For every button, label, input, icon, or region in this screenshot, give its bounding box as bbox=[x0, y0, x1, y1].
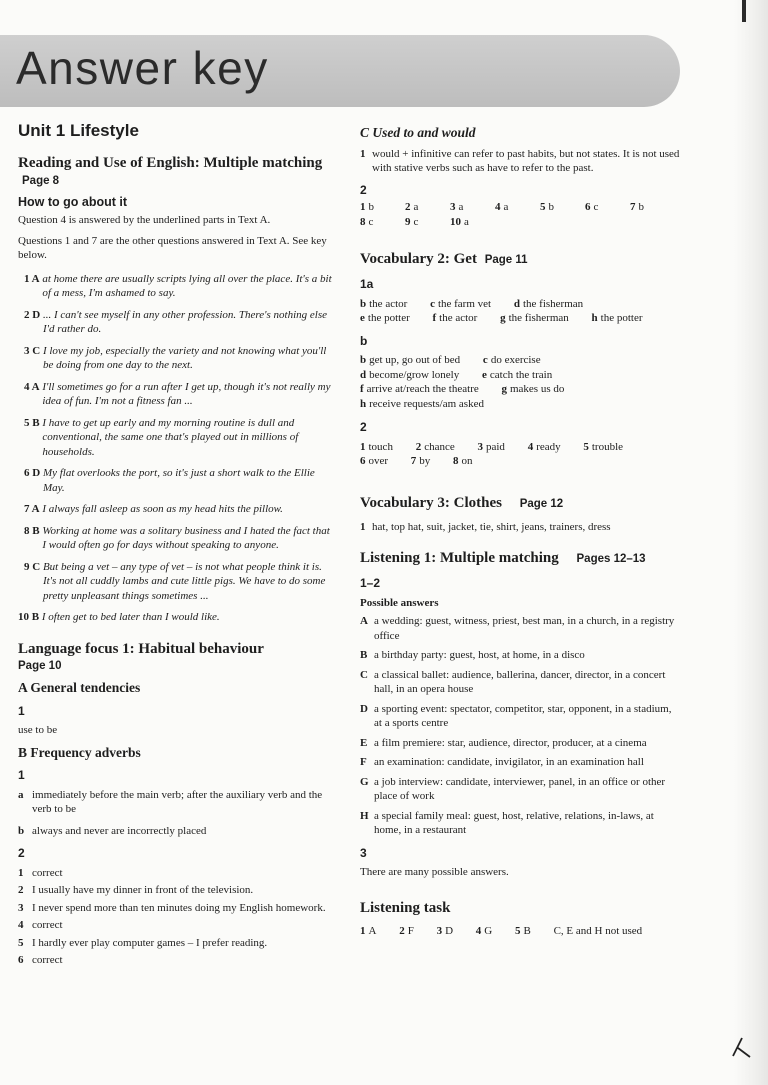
vocab3-page-ref: Page 12 bbox=[519, 497, 564, 510]
item-text: I usually have my dinner in front of the television. bbox=[32, 884, 254, 896]
question-number: 2 bbox=[360, 182, 367, 197]
answer-quote: at home there are usually scripts lying all over the place. It's a bit of a mess, I'm ashamed to say. bbox=[42, 272, 332, 299]
item-text: touch bbox=[368, 440, 393, 453]
item-label: E bbox=[360, 736, 368, 749]
general-tendencies-heading: A General tendencies bbox=[18, 680, 141, 695]
answer-quote: I often get to bed later than I would like. bbox=[41, 611, 220, 623]
answer-quote: I have to get up early and my morning routine is dull and conventional, the same one that's played out in millions of households. bbox=[42, 416, 299, 458]
answer-number: 3 bbox=[450, 201, 456, 213]
vocab2-b-row bbox=[360, 353, 680, 368]
item-text: by bbox=[419, 455, 431, 467]
item-text: an examination: candidate, invigilator, in an examination hall bbox=[374, 756, 644, 768]
question-number: 1a bbox=[360, 277, 374, 291]
answer-letter: b bbox=[368, 201, 374, 213]
vocab2-b-row bbox=[360, 382, 680, 397]
right-column bbox=[360, 122, 680, 938]
item-text: a job interview: candidate, interviewer, panel, in an office or other place of work bbox=[374, 775, 666, 802]
item-label: 6 bbox=[18, 954, 24, 966]
item-label: 7 bbox=[410, 455, 417, 467]
item-text: a sporting event: spectator, competitor, star, opponent, in a stadium, at a sports centre bbox=[374, 702, 672, 729]
vocab2-1a-row bbox=[360, 311, 680, 326]
item-label: C bbox=[360, 668, 368, 681]
vocab3-title-text: Vocabulary 3: Clothes bbox=[360, 494, 502, 511]
item-text: do exercise bbox=[490, 354, 541, 366]
item-text: I never spend more than ten minutes doing my English homework. bbox=[32, 901, 326, 914]
answer-quote: I always fall asleep as soon as my head hits the pillow. bbox=[42, 503, 283, 515]
how-to-paragraph-2: Questions 1 and 7 are the other questions answered in Text A. See key below. bbox=[18, 234, 327, 261]
item-text: makes us do bbox=[509, 383, 565, 395]
frequency-adverbs-heading: B Frequency adverbs bbox=[18, 744, 141, 760]
answer-key-banner bbox=[0, 35, 680, 107]
answer-number: 9 bbox=[405, 215, 411, 228]
answer-letter: c bbox=[413, 215, 419, 228]
answer-quote: ... I can't see myself in any other profession. There's nothing else I'd rather do. bbox=[42, 308, 327, 335]
answer-quote: Working at home was a solitary business and I hated the fact that I would often go for days without speaking to anyone. bbox=[42, 524, 330, 551]
item-label: 6 bbox=[360, 455, 366, 467]
item-label: 4 bbox=[527, 440, 534, 453]
item-label: f bbox=[432, 312, 437, 324]
item-label: 3 bbox=[477, 440, 483, 453]
vocab2-b-row bbox=[360, 397, 680, 412]
item-label: b bbox=[360, 354, 367, 366]
item-text: immediately before the main verb; after the auxiliary verb and the verb to be bbox=[32, 788, 323, 815]
item-label: d bbox=[513, 297, 520, 310]
general-tendencies-answer: use to be bbox=[18, 724, 58, 736]
item-text: correct bbox=[32, 919, 63, 931]
item-text: chance bbox=[424, 440, 455, 453]
item-text: become/grow lonely bbox=[369, 368, 460, 381]
listening-task-note: C, E and H not used bbox=[553, 924, 643, 937]
answer-label: 7 A bbox=[24, 503, 40, 515]
question-number: b bbox=[360, 333, 368, 348]
left-column bbox=[18, 122, 334, 971]
pen-mark-icon bbox=[730, 1030, 754, 1060]
item-label: g bbox=[501, 383, 507, 395]
question-range: 1–2 bbox=[360, 576, 381, 590]
answer-letter: c bbox=[368, 215, 374, 228]
item-label: 1 bbox=[360, 520, 366, 533]
answer-letter: a bbox=[458, 201, 464, 213]
item-label: 2 bbox=[415, 440, 422, 453]
vocab2-1a-row bbox=[360, 297, 680, 312]
answer-number: 4 bbox=[475, 924, 482, 937]
answer-number: 5 bbox=[540, 201, 546, 213]
item-text: the fisherman bbox=[522, 297, 584, 310]
answer-number: 4 bbox=[495, 201, 501, 213]
answer-letter: b bbox=[638, 201, 644, 213]
question-number: 1 bbox=[18, 703, 25, 718]
answer-number: 3 bbox=[436, 924, 443, 937]
item-label: h bbox=[360, 397, 367, 410]
answer-letter: F bbox=[407, 924, 414, 937]
answer-label: 2 D bbox=[24, 308, 41, 321]
item-label: c bbox=[430, 297, 435, 310]
item-label: a bbox=[18, 788, 24, 801]
item-text: a wedding: guest, witness, priest, best man, in a church, in a registry office bbox=[374, 615, 675, 642]
item-label: g bbox=[500, 312, 506, 324]
vocab2-b-row bbox=[360, 368, 680, 383]
vocab2-page-ref: Page 11 bbox=[484, 254, 528, 266]
vocab2-2-row bbox=[360, 454, 680, 469]
language-focus-page: Page 10 bbox=[18, 659, 62, 672]
item-text: ready bbox=[536, 440, 561, 453]
answer-quote: But being a vet – any type of vet – is not what people think it is. It's not all cuddly lambs and cute little pigs. We have to do some pretty unpleasant things sometimes ... bbox=[42, 560, 326, 602]
possible-answers-heading: Possible answers bbox=[360, 596, 439, 609]
item-label: 2 bbox=[18, 884, 24, 896]
reading-answers-list bbox=[18, 272, 334, 625]
answer-letter: a bbox=[503, 201, 509, 213]
answer-label: 8 B bbox=[24, 524, 40, 537]
listening1-page-ref: Pages 12–13 bbox=[576, 553, 646, 565]
answer-number: 1 bbox=[360, 201, 366, 213]
answer-label: 5 B bbox=[24, 416, 40, 429]
item-label: 3 bbox=[18, 901, 24, 914]
item-text: catch the train bbox=[489, 368, 553, 381]
answer-quote: I love my job, especially the variety and not knowing what you'll be doing from one day to the next. bbox=[42, 344, 327, 371]
unit-title: Unit 1 Lifestyle bbox=[18, 121, 139, 140]
answer-quote: I'll sometimes go for a run after I get up, though it's not really my idea of fun. I'm not a fitness fan ... bbox=[42, 380, 331, 407]
answer-letter: D bbox=[445, 924, 454, 937]
question-number: 1 bbox=[18, 768, 25, 782]
vocabulary-2-title bbox=[360, 251, 680, 269]
reading-section-title bbox=[18, 155, 334, 190]
listening1-title-text: Listening 1: Multiple matching bbox=[360, 550, 559, 566]
listening-task-answers bbox=[360, 924, 680, 939]
item-text: correct bbox=[32, 954, 63, 966]
answer-label: 10 B bbox=[18, 611, 40, 623]
item-label: H bbox=[360, 809, 369, 822]
answer-letter: a bbox=[413, 201, 419, 213]
item-label: F bbox=[360, 756, 367, 768]
answer-letter: c bbox=[593, 201, 599, 213]
answer-quote: My flat overlooks the port, so it's just a short walk to the Ellie May. bbox=[42, 467, 315, 494]
item-label: f bbox=[360, 383, 364, 395]
answer-label: 3 C bbox=[24, 344, 41, 357]
item-label: c bbox=[482, 354, 488, 366]
how-to-paragraph-1: Question 4 is answered by the underlined parts in Text A. bbox=[18, 214, 271, 226]
vocab2-2-row bbox=[360, 440, 680, 455]
page-edge-mark bbox=[742, 0, 746, 22]
answer-number: 1 bbox=[360, 924, 366, 937]
question-number: 3 bbox=[360, 845, 367, 860]
item-text: the farm vet bbox=[437, 297, 492, 310]
answer-label: 1 A bbox=[24, 272, 40, 285]
item-text: I hardly ever play computer games – I prefer reading. bbox=[32, 936, 268, 949]
item-label: G bbox=[360, 775, 369, 788]
listening-1-title bbox=[360, 550, 680, 568]
item-text: receive requests/am asked bbox=[369, 397, 484, 410]
vocab2-title-text: Vocabulary 2: Get bbox=[360, 251, 477, 267]
answer-letter: B bbox=[523, 924, 531, 937]
item-label: d bbox=[360, 368, 367, 381]
item-text: correct bbox=[32, 866, 63, 879]
item-label: 8 bbox=[453, 455, 459, 467]
answer-label: 6 D bbox=[24, 467, 41, 479]
reading-title-text: Reading and Use of English: Multiple matching bbox=[18, 154, 323, 171]
item-text: a classical ballet: audience, ballerina, dancer, director, in a concert hall, in an opera house bbox=[374, 668, 666, 695]
item-label: A bbox=[360, 615, 368, 627]
used-to-would-heading: C Used to and would bbox=[360, 125, 476, 140]
item-text: paid bbox=[485, 440, 505, 453]
answer-number: 7 bbox=[630, 201, 636, 213]
answer-number: 8 bbox=[360, 215, 366, 228]
item-text: arrive at/reach the theatre bbox=[366, 383, 479, 395]
answer-number: 6 bbox=[585, 201, 591, 213]
item-text: a special family meal: guest, host, relative, relations, in-laws, at home, in a restaurant bbox=[374, 809, 654, 836]
page-title: Answer key bbox=[16, 42, 269, 94]
answer-label: 9 C bbox=[24, 560, 41, 573]
item-text: the potter bbox=[600, 312, 643, 324]
used-to-answers-grid bbox=[360, 200, 680, 229]
vocabulary-3-title bbox=[360, 495, 680, 513]
item-label: 1 bbox=[360, 147, 366, 160]
listening1-q3-answer: There are many possible answers. bbox=[360, 866, 509, 878]
item-text: trouble bbox=[591, 440, 624, 453]
answer-number: 2 bbox=[399, 924, 405, 937]
answer-number: 2 bbox=[405, 201, 411, 213]
item-text: a birthday party: guest, host, at home, in a disco bbox=[374, 649, 585, 661]
item-text: over bbox=[368, 455, 389, 467]
item-text: always and never are incorrectly placed bbox=[32, 824, 207, 837]
page-edge-shadow bbox=[734, 0, 768, 1085]
answer-letter: G bbox=[484, 924, 493, 937]
item-text: the fisherman bbox=[508, 312, 569, 324]
answer-letter: a bbox=[464, 215, 469, 228]
item-label: b bbox=[360, 297, 367, 310]
answer-label: 4 A bbox=[24, 380, 40, 393]
question-number: 2 bbox=[360, 420, 367, 434]
item-label: B bbox=[360, 649, 368, 661]
item-text: the potter bbox=[367, 312, 410, 324]
item-text: on bbox=[461, 455, 473, 467]
listening-task-title: Listening task bbox=[360, 899, 451, 916]
item-label: 1 bbox=[360, 440, 366, 453]
item-label: 5 bbox=[18, 936, 24, 949]
item-text: a film premiere: star, audience, director, producer, at a cinema bbox=[374, 736, 647, 749]
item-label: 4 bbox=[18, 919, 24, 931]
reading-page-ref: Page 8 bbox=[22, 174, 60, 187]
item-label: 1 bbox=[18, 866, 24, 879]
item-label: e bbox=[482, 368, 487, 381]
answer-number: 10 bbox=[450, 215, 461, 228]
item-label: e bbox=[360, 312, 365, 324]
item-text: get up, go out of bed bbox=[369, 354, 461, 366]
answer-letter: b bbox=[548, 201, 554, 213]
answer-letter: A bbox=[368, 924, 377, 937]
item-text: the actor bbox=[439, 312, 478, 324]
item-label: 5 bbox=[583, 440, 589, 453]
item-label: D bbox=[360, 702, 368, 715]
item-label: b bbox=[18, 824, 25, 837]
answer-number: 5 bbox=[514, 924, 521, 937]
clothes-list: hat, top hat, suit, jacket, tie, shirt, jeans, trainers, dress bbox=[372, 520, 611, 533]
item-label: h bbox=[591, 312, 598, 324]
item-text: the actor bbox=[369, 297, 408, 310]
language-focus-title: Language focus 1: Habitual behaviour bbox=[18, 640, 264, 657]
how-to-heading: How to go about it bbox=[18, 194, 128, 209]
question-number: 2 bbox=[18, 846, 25, 860]
used-to-explanation: would + infinitive can refer to past habits, but not states. It is not used with stative verbs such as have to refer to the past. bbox=[372, 147, 680, 174]
